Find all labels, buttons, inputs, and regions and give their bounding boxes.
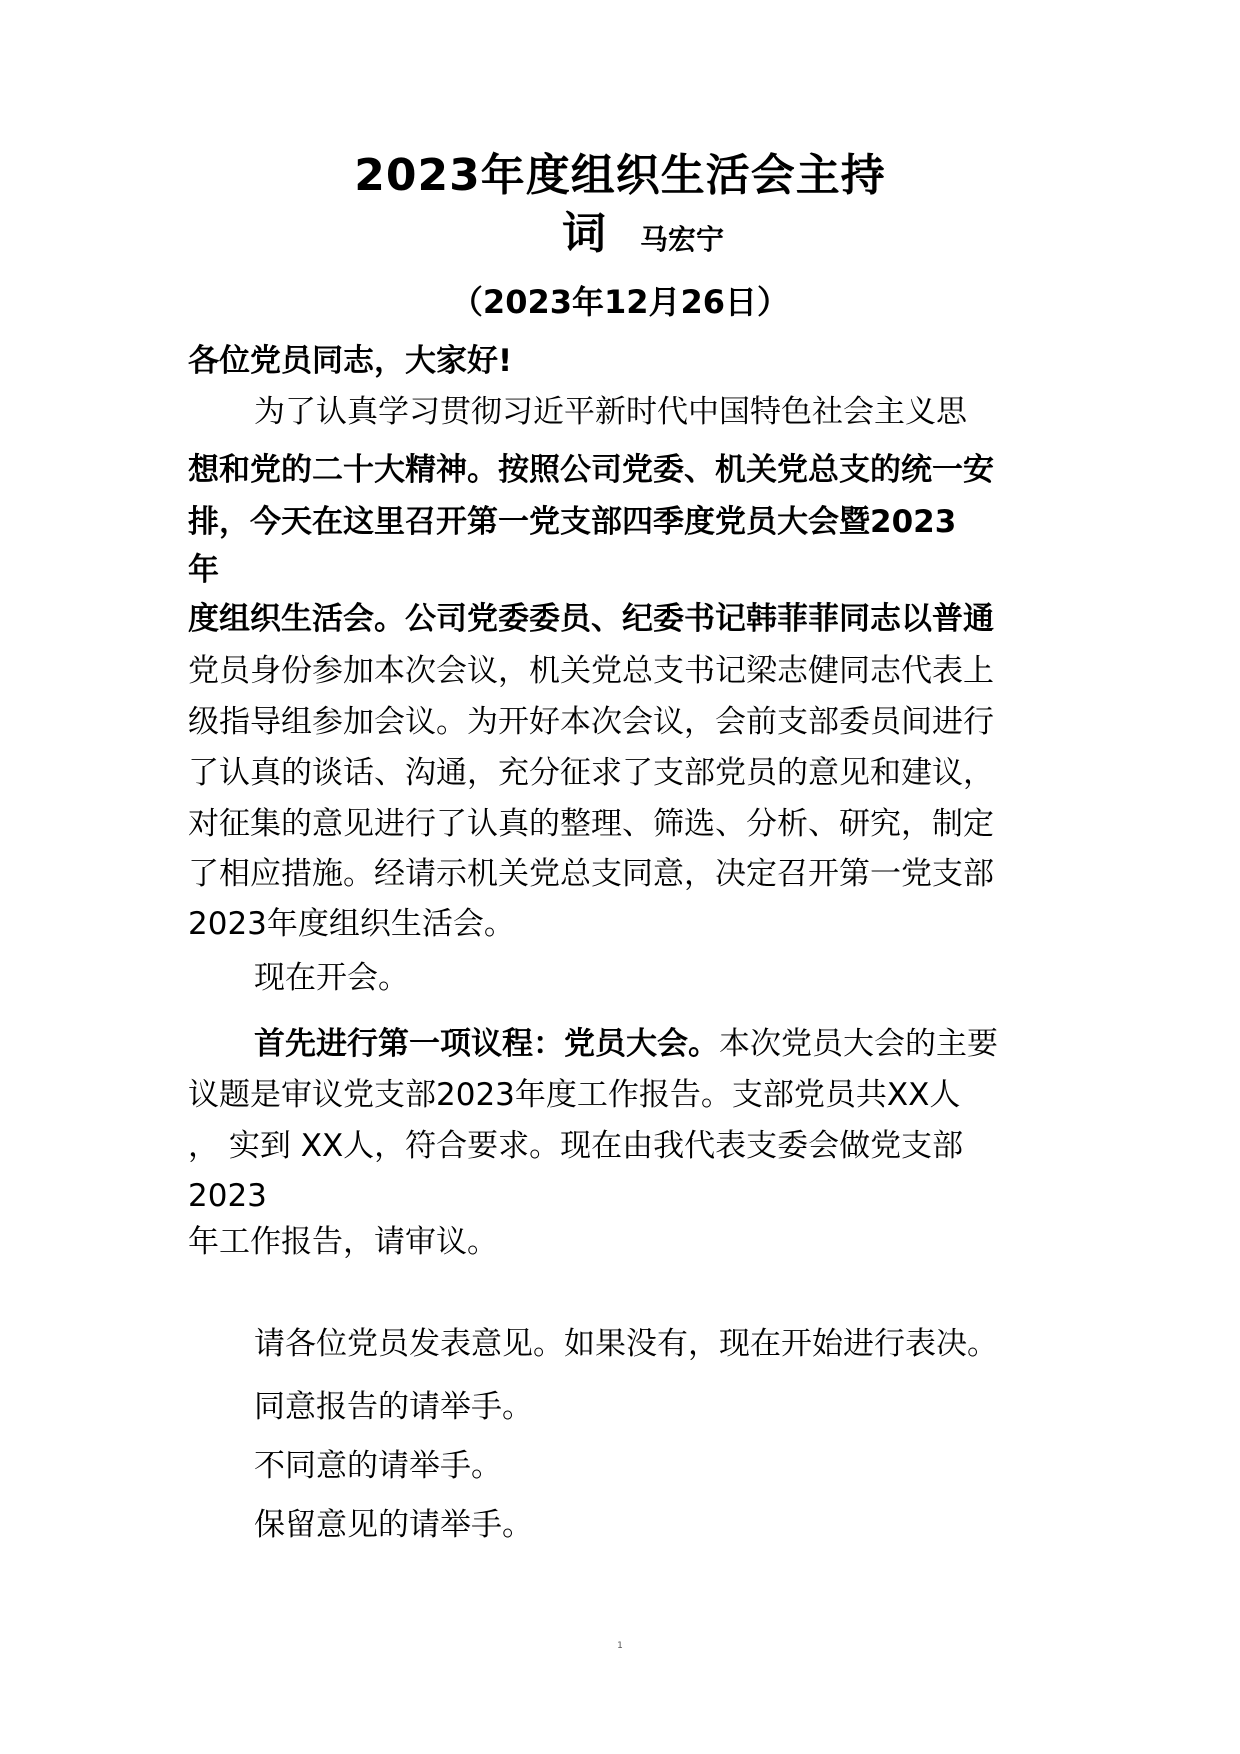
paragraph-1-line: 级指导组参加会议。为开好本次会议，会前支部委员间进行 — [188, 704, 994, 740]
paragraph-3-line: 2023 — [188, 1178, 267, 1214]
document-title-continued: 词 — [562, 208, 606, 259]
paragraph-1-line: 度组织生活会。公司党委委员、纪委书记韩菲菲同志以普通 — [188, 601, 994, 637]
paragraph-1-line: 年 — [188, 552, 219, 588]
document-title: 2023年度组织生活会主持 — [354, 150, 886, 201]
paragraph-4: 请各位党员发表意见。如果没有，现在开始进行表决。 — [254, 1326, 998, 1362]
paragraph-3-line: 议题是审议党支部2023年度工作报告。支部党员共XX人 — [188, 1077, 961, 1113]
paragraph-1-line: 了认真的谈话、沟通，充分征求了支部党员的意见和建议， — [188, 755, 994, 791]
paragraph-3-line: ， 实到 XX人，符合要求。现在由我代表支委会做党支部 — [188, 1128, 964, 1164]
page-number: 1 — [617, 1641, 623, 1651]
paragraph-5: 同意报告的请举手。 — [254, 1389, 533, 1425]
paragraph-3-line — [254, 1024, 998, 1064]
paragraph-3-line: 年工作报告，请审议。 — [188, 1224, 498, 1260]
paragraph-6: 不同意的请举手。 — [254, 1448, 502, 1484]
salutation: 各位党员同志，大家好! — [188, 343, 513, 379]
paragraph-1-line: 了相应措施。经请示机关党总支同意，决定召开第一党支部 — [188, 856, 994, 892]
paragraph-7: 保留意见的请举手。 — [254, 1507, 533, 1543]
paragraph-1-line: 想和党的二十大精神。按照公司党委、机关党总支的统一安 — [188, 452, 994, 488]
paragraph-1-line: 排，今天在这里召开第一党支部四季度党员大会暨2023 — [188, 504, 957, 540]
document-date: （2023年12月26日） — [450, 283, 790, 321]
paragraph-2: 现在开会。 — [254, 960, 409, 996]
agenda-item-text: 本次党员大会的主要 — [719, 1026, 998, 1062]
agenda-item-lead: 首先进行第一项议程：党员大会。 — [254, 1026, 719, 1062]
author-name: 马宏宁 — [640, 223, 725, 256]
paragraph-1-line: 为了认真学习贯彻习近平新时代中国特色社会主义思 — [254, 394, 967, 430]
paragraph-1-line: 对征集的意见进行了认真的整理、筛选、分析、研究，制定 — [188, 806, 994, 842]
paragraph-1-line: 2023年度组织生活会。 — [188, 906, 515, 942]
paragraph-1-line: 党员身份参加本次会议，机关党总支书记梁志健同志代表上 — [188, 653, 994, 689]
